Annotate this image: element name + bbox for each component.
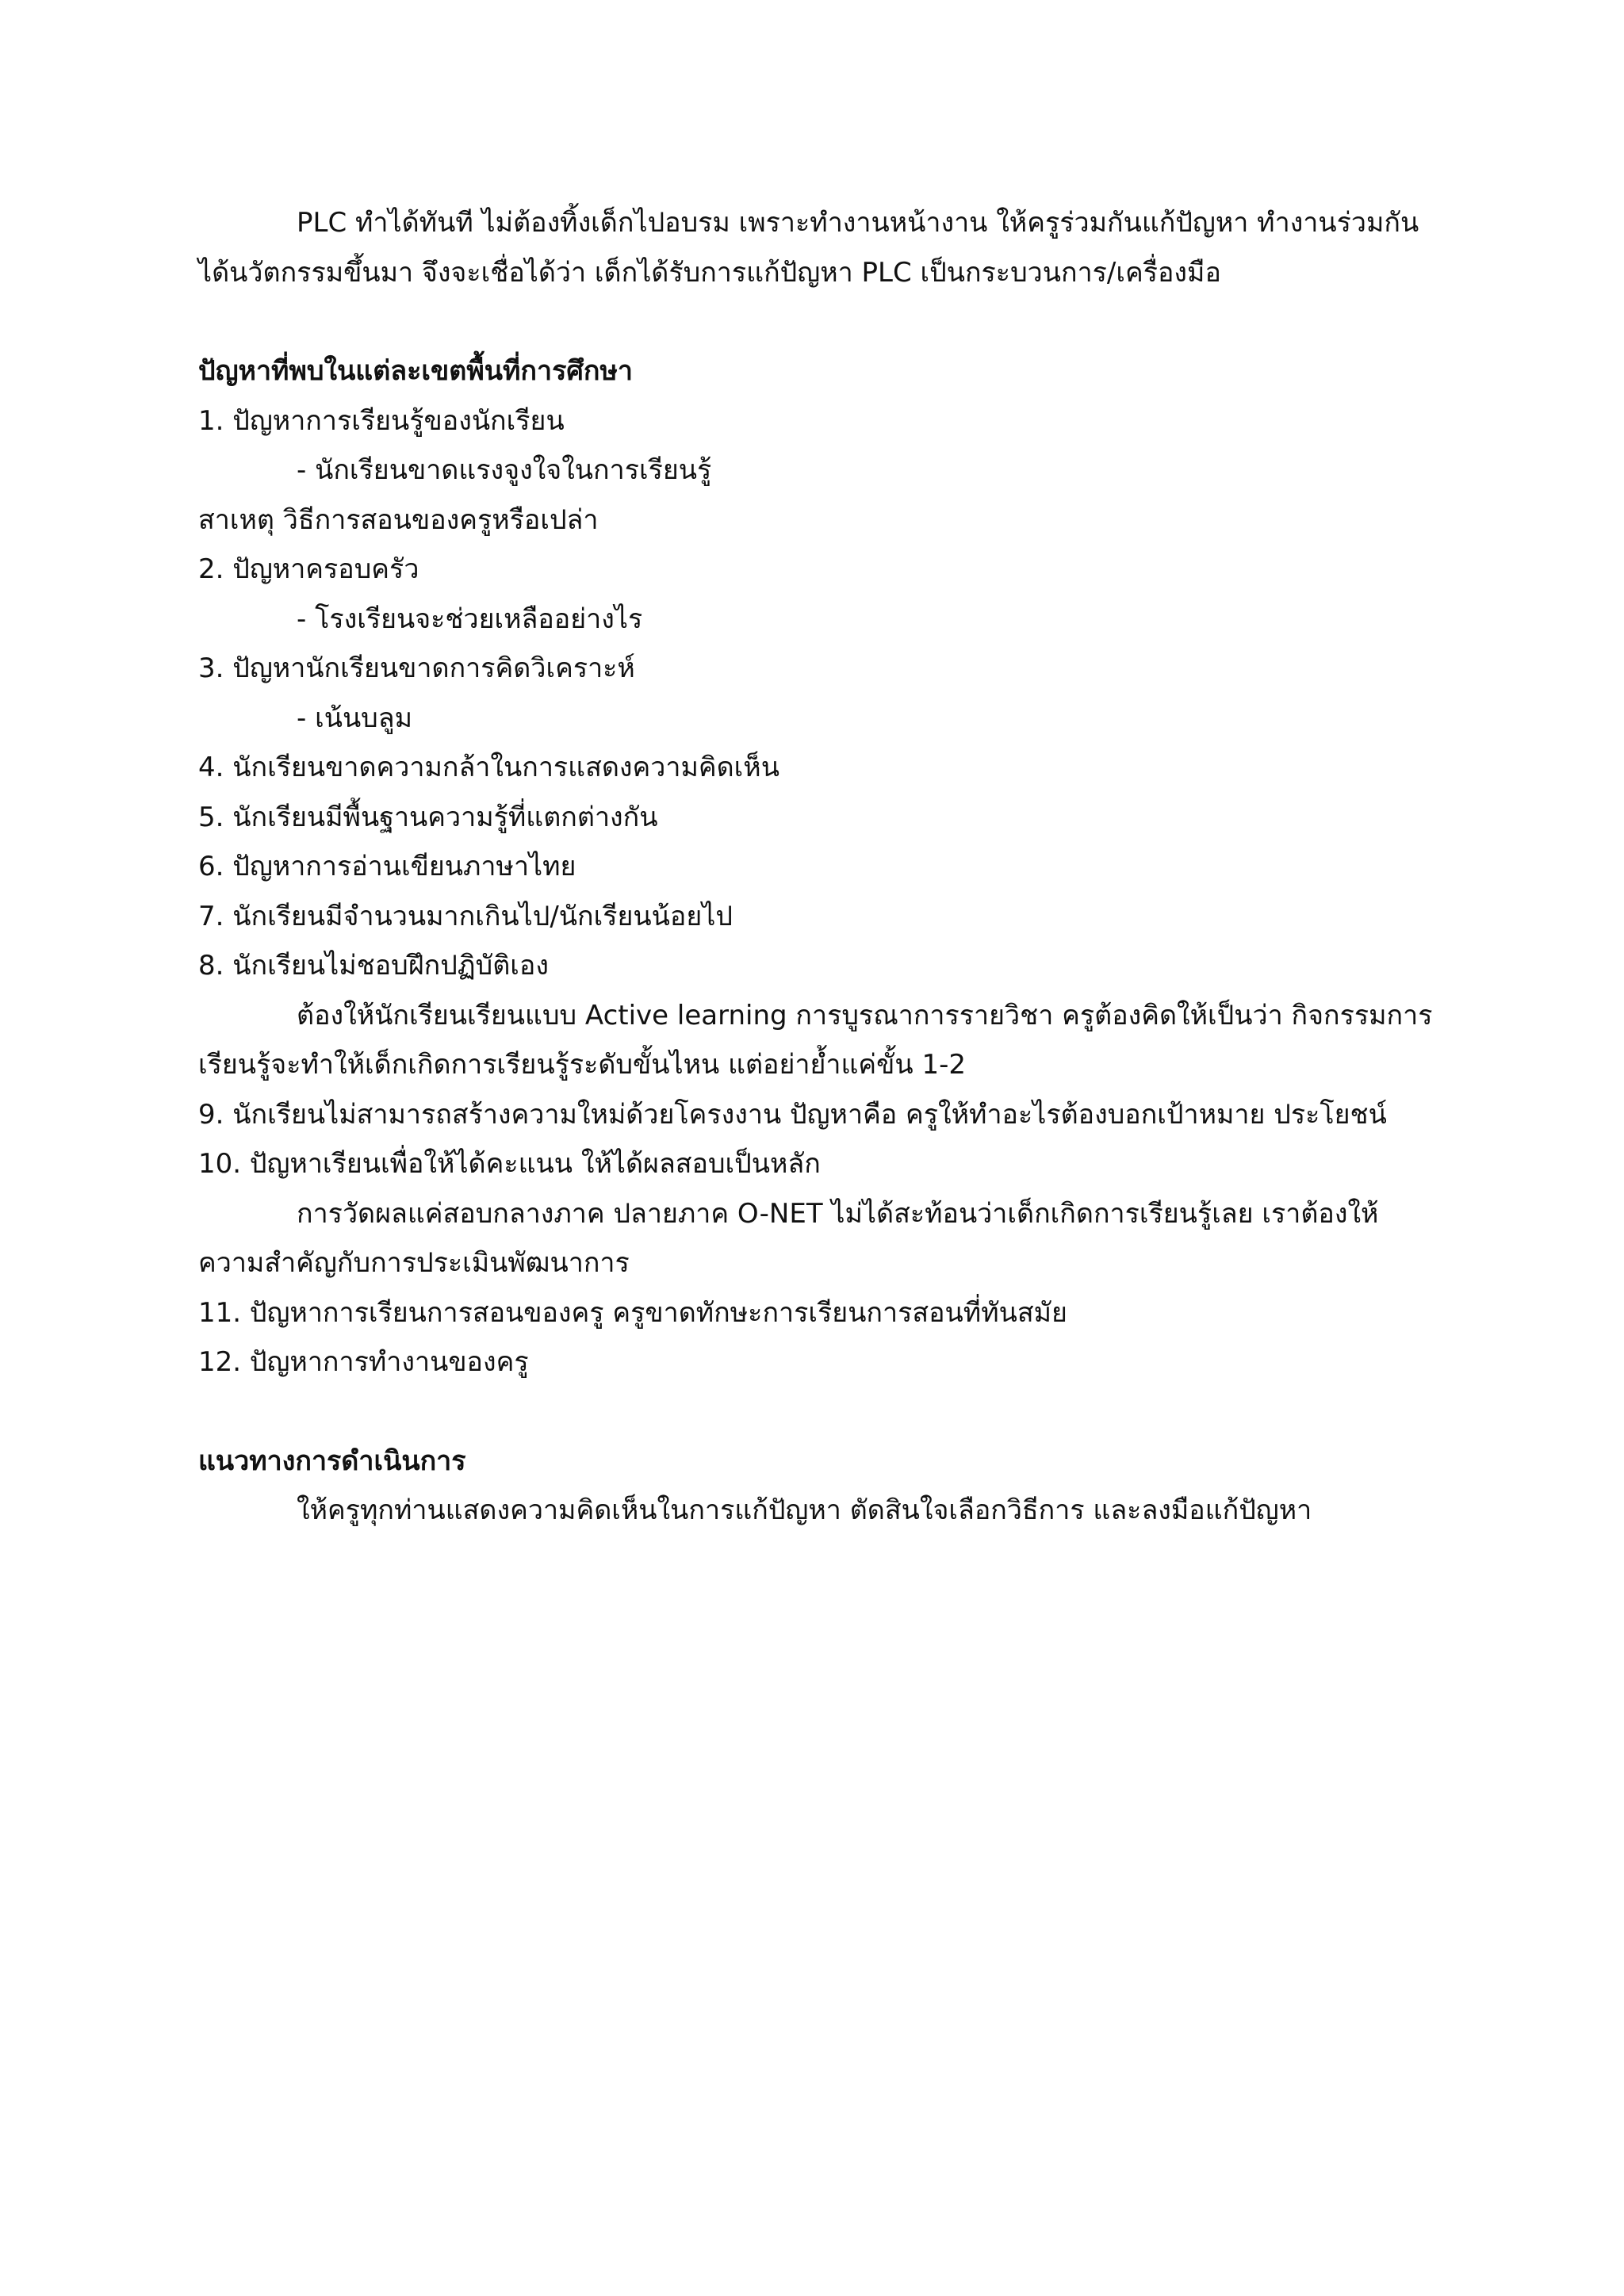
intro-line-1: PLC ทำได้ทันที ไม่ต้องทิ้งเด็กไปอบรม เพราะทำงานหน้างาน ให้ครูร่วมกันแก้ปัญหา ทำงานร่วมกัน bbox=[297, 207, 1419, 239]
problem-item: 12. ปัญหาการทำงานของครู bbox=[198, 1346, 529, 1378]
intro-line-2: ได้นวัตกรรมขึ้นมา จึงจะเชื่อได้ว่า เด็กได้รับการแก้ปัญหา PLC เป็นกระบวนการ/เครื่องมือ bbox=[198, 256, 1221, 289]
problem-item: 11. ปัญหาการเรียนการสอนของครู ครูขาดทักษะการเรียนการสอนที่ทันสมัย bbox=[198, 1296, 1067, 1329]
problem-item: 6. ปัญหาการอ่านเขียนภาษาไทย bbox=[198, 851, 576, 882]
problem-item: 9. นักเรียนไม่สามารถสร้างความใหม่ด้วยโครงงาน ปัญหาคือ ครูให้ทำอะไรต้องบอกเป้าหมาย ประโยชน์ bbox=[198, 1098, 1387, 1131]
problem-explanation-cont: ความสำคัญกับการประเมินพัฒนาการ bbox=[198, 1247, 630, 1279]
approach-line: ให้ครูทุกท่านแสดงความคิดเห็นในการแก้ปัญหา ตัดสินใจเลือกวิธีการ และลงมือแก้ปัญหา bbox=[297, 1494, 1312, 1526]
problem-item: 7. นักเรียนมีจำนวนมากเกินไป/นักเรียนน้อยไป bbox=[198, 900, 733, 932]
problem-item: 1. ปัญหาการเรียนรู้ของนักเรียน bbox=[198, 404, 565, 437]
document-body bbox=[198, 198, 1435, 1536]
problem-item: 3. ปัญหานักเรียนขาดการคิดวิเคราะห์ bbox=[198, 652, 635, 684]
problem-explanation: ต้องให้นักเรียนเรียนแบบ Active learning การบูรณาการรายวิชา ครูต้องคิดให้เป็นว่า กิจกรรมการ bbox=[297, 999, 1433, 1031]
problem-item: 4. นักเรียนขาดความกล้าในการแสดงความคิดเห็น bbox=[198, 752, 779, 783]
problem-item: 8. นักเรียนไม่ชอบฝึกปฏิบัติเอง bbox=[198, 950, 549, 982]
problem-item: 10. ปัญหาเรียนเพื่อให้ได้คะแนน ให้ได้ผลสอบเป็นหลัก bbox=[198, 1148, 821, 1180]
spacer bbox=[198, 1387, 1435, 1437]
problem-explanation-cont: เรียนรู้จะทำให้เด็กเกิดการเรียนรู้ระดับขั้นไหน แต่อย่าย้ำแค่ขั้น 1-2 bbox=[198, 1049, 966, 1081]
problem-sub-item: - เน้นบลูม bbox=[297, 702, 413, 734]
problem-item: 2. ปัญหาครอบครัว bbox=[198, 553, 419, 585]
problem-sub-item: - นักเรียนขาดแรงจูงใจในการเรียนรู้ bbox=[297, 454, 712, 486]
problem-sub-item: - โรงเรียนจะช่วยเหลืออย่างไร bbox=[297, 603, 643, 635]
problem-item: 5. นักเรียนมีพื้นฐานความรู้ที่แตกต่างกัน bbox=[198, 801, 658, 833]
problem-explanation: การวัดผลแค่สอบกลางภาค ปลายภาค O-NET ไม่ได้สะท้อนว่าเด็กเกิดการเรียนรู้เลย เราต้องให้ bbox=[297, 1197, 1379, 1230]
problem-note: สาเหตุ วิธีการสอนของครูหรือเปล่า bbox=[198, 503, 599, 536]
problems-heading: ปัญหาที่พบในแต่ละเขตพื้นที่การศึกษา bbox=[198, 355, 634, 387]
spacer bbox=[198, 297, 1435, 346]
approach-heading: แนวทางการดำเนินการ bbox=[198, 1445, 466, 1477]
